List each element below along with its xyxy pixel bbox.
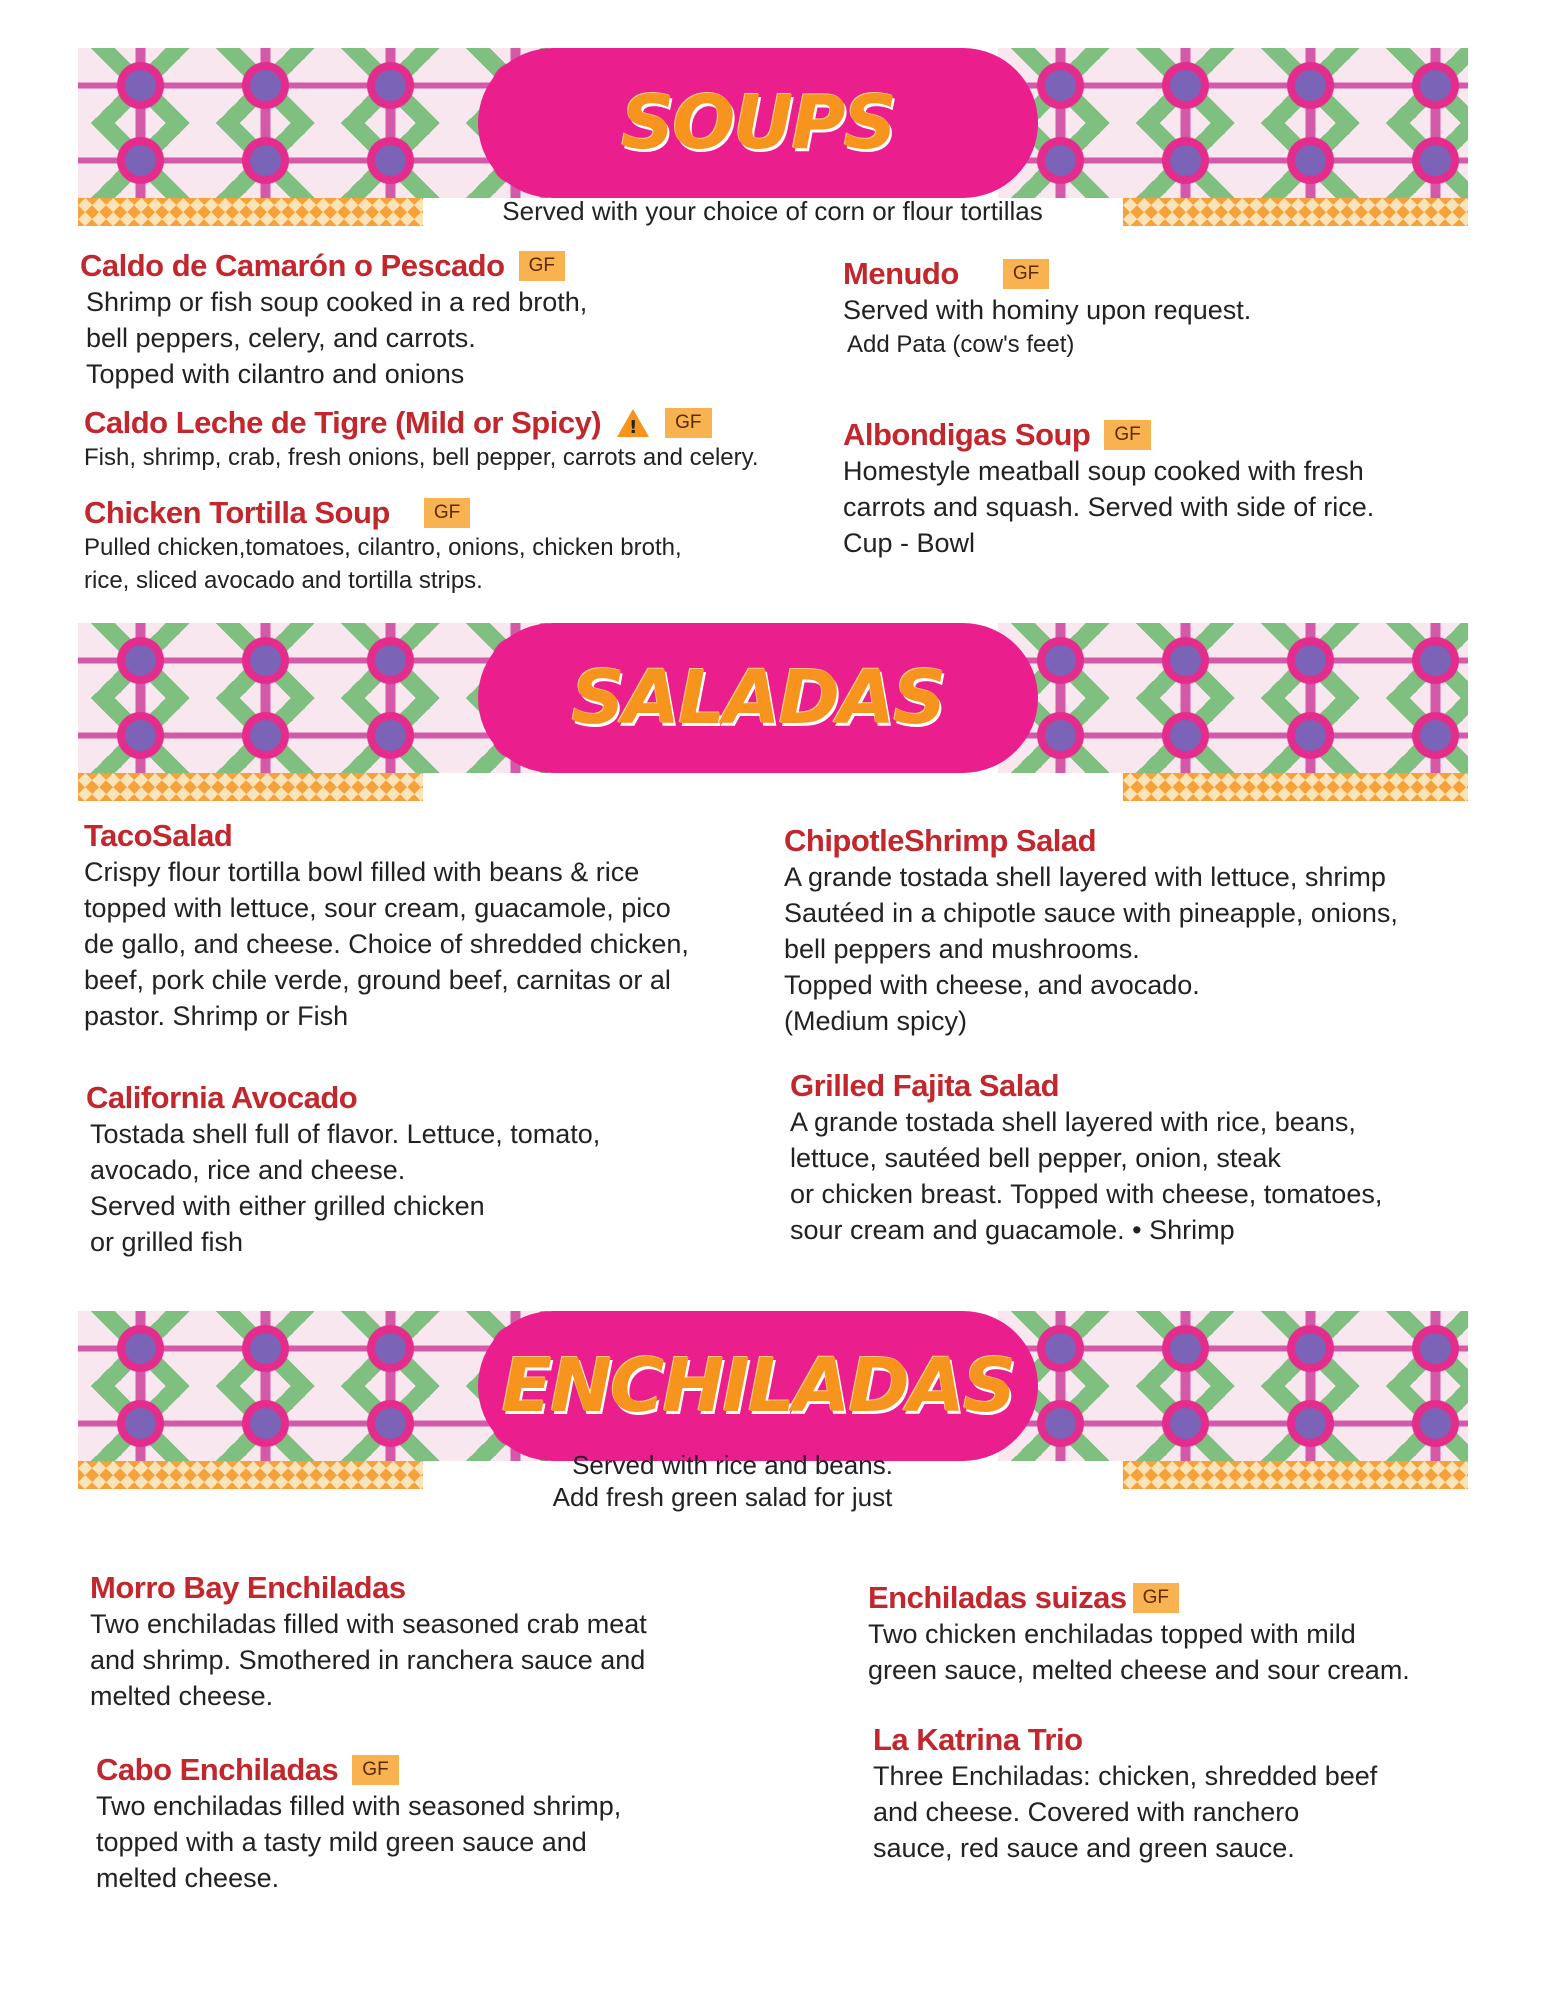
item-name: Enchiladas suizas (868, 1580, 1127, 1615)
item-description: A grande tostada shell layered with lettuce, shrimp Sautéed in a chipotle sauce with pineapple, onions, bell peppers and mushrooms. Topped with cheese, and avocado. (Medium spicy) (784, 862, 1398, 1036)
section-title-pill (478, 48, 1038, 198)
decorative-tile-pattern (998, 1311, 1468, 1461)
menu-item (84, 405, 824, 474)
gluten-free-badge: GF (1003, 259, 1049, 289)
section-title: ENCHILADAS (501, 1343, 1015, 1429)
gluten-free-badge: GF (1133, 1583, 1179, 1613)
item-description: Two chicken enchiladas topped with mild green sauce, melted cheese and sour cream. (868, 1619, 1410, 1685)
item-name: Menudo (843, 256, 959, 291)
menu-item (84, 818, 784, 1034)
saladas-banner (78, 623, 1468, 813)
item-description: Pulled chicken,tomatoes, cilantro, onions, chicken broth, rice, sliced avocado and tortilla strips. (84, 534, 682, 594)
section-title: SOUPS (621, 80, 895, 166)
item-description: Tostada shell full of flavor. Lettuce, tomato, avocado, rice and cheese. Served with either grilled chicken or grilled fish (90, 1119, 601, 1257)
decorative-zigzag-border (1123, 773, 1468, 801)
menu-item (90, 1570, 790, 1714)
enchiladas-subtitle-2: Add fresh green salad for just (552, 1482, 893, 1512)
section-title-pill (478, 1311, 1038, 1461)
item-name: Cabo Enchiladas (96, 1752, 339, 1787)
item-description: Fish, shrimp, crab, fresh onions, bell pepper, carrots and celery. (84, 444, 759, 471)
item-name: Caldo Leche de Tigre (Mild or Spicy) (84, 405, 602, 440)
menu-item (84, 495, 824, 597)
section-title: SALADAS (571, 655, 945, 741)
item-note: Add Pata (cow's feet) (847, 331, 1075, 358)
spicy-warning-icon (615, 407, 651, 439)
item-name: Caldo de Camarón o Pescado (80, 248, 505, 283)
menu-item (784, 823, 1484, 1039)
soups-subtitle: Served with your choice of corn or flour tortillas (502, 196, 1043, 226)
item-name: TacoSalad (84, 818, 233, 853)
decorative-tile-pattern (998, 623, 1468, 773)
menu-item (843, 417, 1443, 561)
gluten-free-badge: GF (519, 251, 565, 281)
menu-item (790, 1068, 1490, 1248)
menu-item (86, 1080, 786, 1260)
item-name: ChipotleShrimp Salad (784, 823, 1097, 858)
menu-item (873, 1722, 1513, 1866)
gluten-free-badge: GF (352, 1755, 398, 1785)
item-description: Two enchiladas filled with seasoned shrimp, topped with a tasty mild green sauce and melted cheese. (96, 1791, 622, 1893)
decorative-zigzag-border (78, 773, 423, 801)
enchiladas-subtitle-1: Served with rice and beans. (572, 1450, 893, 1480)
menu-item (843, 256, 1443, 361)
item-name: Albondigas Soup (843, 417, 1091, 452)
item-name: California Avocado (86, 1080, 358, 1115)
item-description: Shrimp or fish soup cooked in a red broth, bell peppers, celery, and carrots. Topped with cilantro and onions (86, 287, 588, 389)
svg-text:!: ! (629, 417, 637, 438)
section-title-pill (478, 623, 1038, 773)
item-description: Two enchiladas filled with seasoned crab meat and shrimp. Smothered in ranchera sauce and melted cheese. (90, 1609, 647, 1711)
item-description: Three Enchiladas: chicken, shredded beef and cheese. Covered with ranchero sauce, red sauce and green sauce. (873, 1761, 1378, 1863)
item-name: Chicken Tortilla Soup (84, 495, 390, 530)
item-name: Morro Bay Enchiladas (90, 1570, 406, 1605)
menu-item (868, 1580, 1508, 1688)
gluten-free-badge: GF (424, 498, 470, 528)
gluten-free-badge: GF (665, 408, 711, 438)
item-name: Grilled Fajita Salad (790, 1068, 1060, 1103)
item-name: La Katrina Trio (873, 1722, 1083, 1757)
decorative-tile-pattern (998, 48, 1468, 198)
gluten-free-badge: GF (1104, 420, 1150, 450)
menu-item (80, 248, 820, 392)
item-description: Crispy flour tortilla bowl filled with beans & rice topped with lettuce, sour cream, guacamole, pico de gallo, and cheese. Choice of shredded chicken, beef, pork chile verde, ground beef, carnitas or al pastor. Shrimp or Fish (84, 857, 689, 1031)
item-description: Homestyle meatball soup cooked with fresh carrots and squash. Served with side of rice. Cup - Bowl (843, 456, 1375, 558)
item-description: Served with hominy upon request. (843, 295, 1252, 325)
menu-item (96, 1752, 796, 1896)
item-description: A grande tostada shell layered with rice, beans, lettuce, sautéed bell pepper, onion, steak or chicken breast. Topped with cheese, tomatoes, sour cream and guacamole. • Shrimp (790, 1107, 1383, 1245)
